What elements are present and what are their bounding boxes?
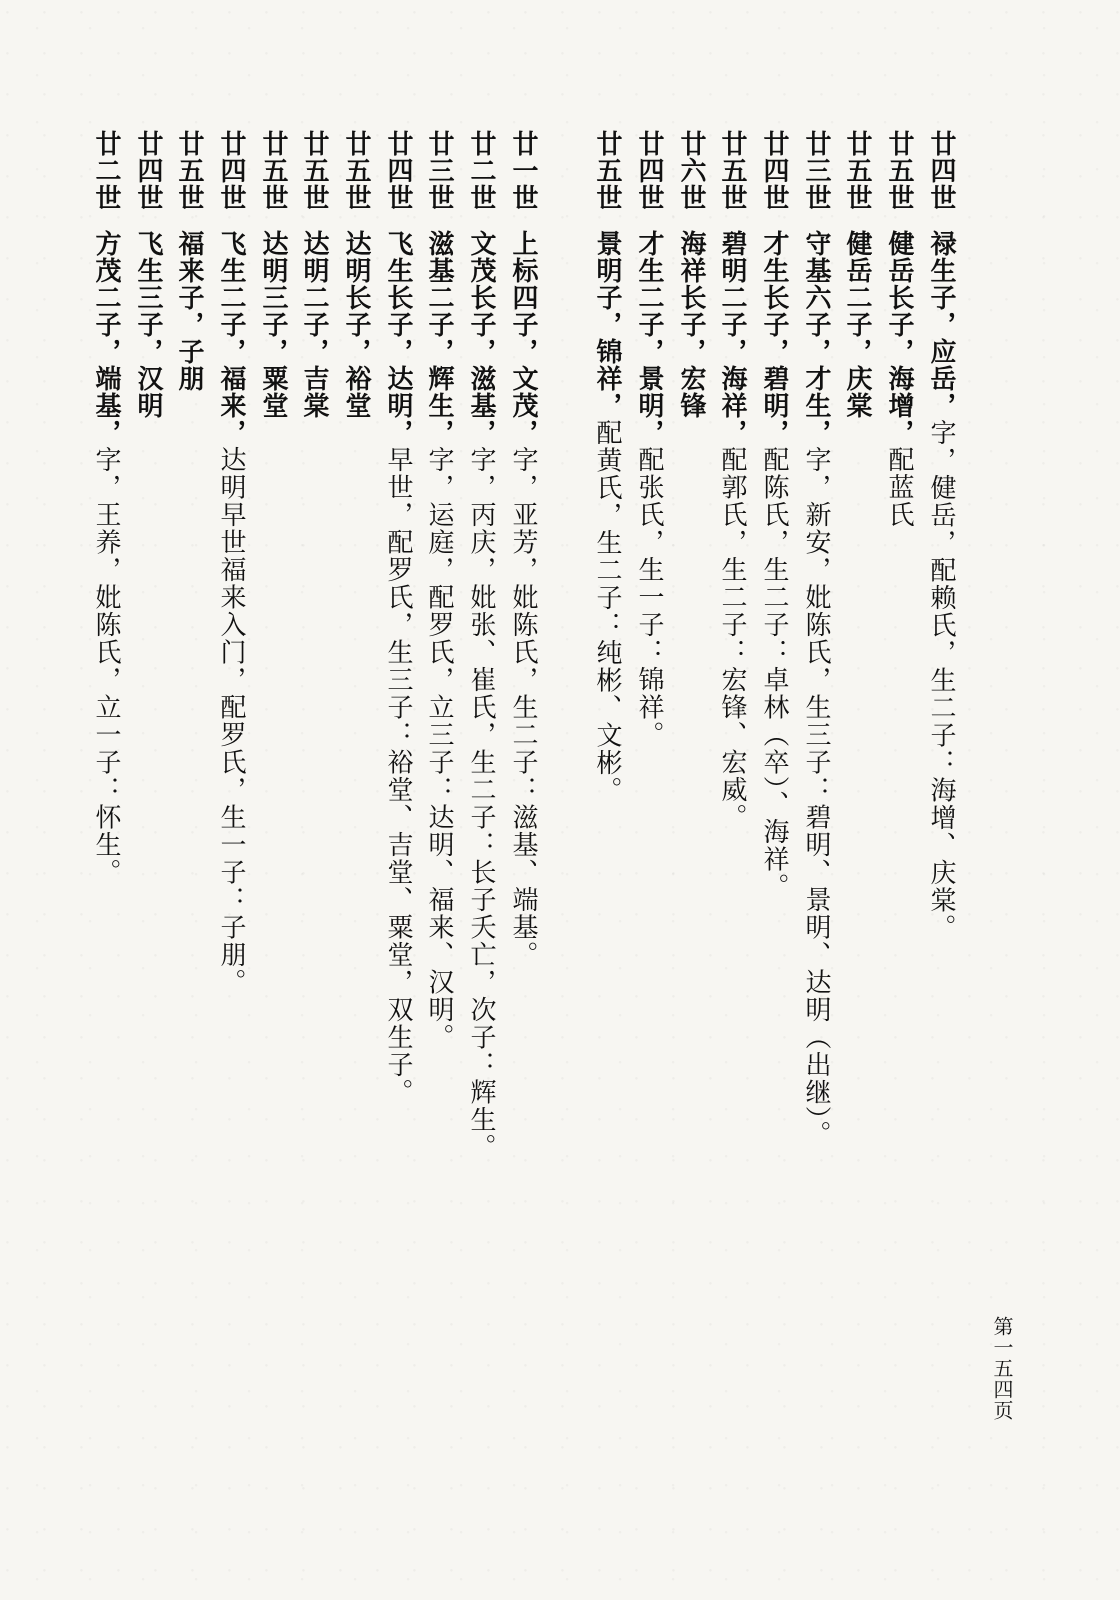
genealogy-entry bbox=[928, 130, 954, 942]
entry-heading: 碧明二子，海祥， bbox=[717, 230, 747, 446]
generation-label: 廿五世 bbox=[842, 130, 872, 211]
generation-label: 廿四世 bbox=[759, 130, 789, 211]
generation-label: 廿二世 bbox=[91, 130, 121, 211]
genealogy-entry bbox=[385, 130, 411, 1106]
generation-label: 廿四世 bbox=[216, 130, 246, 211]
entry-heading: 飞生二子，福来， bbox=[216, 230, 246, 446]
genealogy-entry bbox=[135, 130, 161, 419]
page-number: 第一五四页 bbox=[990, 1316, 1014, 1421]
generation-label: 廿五世 bbox=[592, 130, 622, 211]
generation-label: 廿六世 bbox=[676, 130, 706, 211]
generation-label: 廿五世 bbox=[258, 130, 288, 211]
entry-heading: 守基六子，才生， bbox=[801, 230, 831, 446]
generation-label: 廿三世 bbox=[424, 130, 454, 211]
generation-label: 廿五世 bbox=[174, 130, 204, 211]
entry-text: 早世，配罗氏，生三子：裕堂、吉堂、粟堂，双生子。 bbox=[383, 446, 413, 1106]
genealogy-entry bbox=[761, 130, 787, 901]
entry-text: 配郭氏，生二子：宏锋、宏威。 bbox=[717, 446, 747, 831]
entry-text: 字，运庭，配罗氏，立三子：达明、福来、汉明。 bbox=[424, 446, 454, 1051]
entry-text: 配蓝氏 bbox=[884, 446, 914, 529]
genealogy-entry bbox=[803, 130, 829, 1148]
generation-label: 廿三世 bbox=[801, 130, 831, 211]
entry-text: 字，亚芳，妣陈氏，生二子：滋基、端基。 bbox=[508, 446, 538, 969]
entry-text: 达明早世福来入门，配罗氏，生一子：子朋。 bbox=[216, 446, 246, 996]
generation-label: 廿四世 bbox=[926, 130, 956, 211]
genealogy-entry bbox=[719, 130, 745, 831]
entry-heading: 方茂二子，端基， bbox=[91, 230, 121, 446]
entry-heading: 飞生长子，达明， bbox=[383, 230, 413, 446]
genealogy-entry bbox=[886, 130, 912, 529]
generation-label: 廿五世 bbox=[299, 130, 329, 211]
entry-heading: 景明子，锦祥， bbox=[592, 230, 622, 419]
entry-heading: 禄生子，应岳， bbox=[926, 230, 956, 419]
entry-heading: 才生二子，景明， bbox=[634, 230, 664, 446]
entry-heading: 上标四子，文茂， bbox=[508, 230, 538, 446]
entry-heading: 达明长子，裕堂 bbox=[341, 230, 371, 419]
generation-label: 廿五世 bbox=[884, 130, 914, 211]
genealogy-entry bbox=[260, 130, 286, 419]
genealogy-entry bbox=[218, 130, 244, 996]
entry-text: 字，丙庆，妣张、崔氏，生二子：长子夭亡，次子：辉生。 bbox=[466, 446, 496, 1161]
entry-text: 配陈氏，生二子：卓林（卒）、海祥。 bbox=[759, 446, 789, 901]
genealogy-entry bbox=[93, 130, 119, 886]
generation-label: 廿五世 bbox=[717, 130, 747, 211]
genealogy-entry bbox=[176, 130, 202, 392]
entry-heading: 文茂长子，滋基， bbox=[466, 230, 496, 446]
genealogy-entry bbox=[426, 130, 452, 1051]
entry-heading: 飞生三子，汉明 bbox=[133, 230, 163, 419]
entry-text: 字，王养，妣陈氏，立一子：怀生。 bbox=[91, 446, 121, 886]
entry-heading: 滋基二子，辉生， bbox=[424, 230, 454, 446]
generation-label: 廿一世 bbox=[508, 130, 538, 211]
entry-heading: 健岳长子，海增， bbox=[884, 230, 914, 446]
entry-text: 字，健岳，配赖氏，生二子：海增、庆棠。 bbox=[926, 419, 956, 942]
entry-heading: 才生长子，碧明， bbox=[759, 230, 789, 446]
genealogy-entry bbox=[510, 130, 536, 969]
entry-text: 字，新安，妣陈氏，生三子：碧明、景明、达明（出继）。 bbox=[801, 446, 831, 1148]
entry-heading: 海祥长子，宏锋 bbox=[676, 230, 706, 419]
generation-label: 廿四世 bbox=[133, 130, 163, 211]
genealogy-entry bbox=[844, 130, 870, 419]
entry-text: 配张氏，生一子：锦祥。 bbox=[634, 446, 664, 749]
genealogy-entry bbox=[594, 130, 620, 804]
genealogy-entry bbox=[468, 130, 494, 1161]
generation-label: 廿五世 bbox=[341, 130, 371, 211]
entry-heading: 达明二子，吉棠 bbox=[299, 230, 329, 419]
generation-label: 廿二世 bbox=[466, 130, 496, 211]
entry-heading: 健岳二子，庆棠 bbox=[842, 230, 872, 419]
genealogy-entry bbox=[343, 130, 369, 419]
entry-heading: 达明三子，粟堂 bbox=[258, 230, 288, 419]
entry-heading: 福来子，子朋 bbox=[174, 230, 204, 392]
genealogy-entry bbox=[301, 130, 327, 419]
genealogy-entry bbox=[678, 130, 704, 419]
genealogy-entry bbox=[636, 130, 662, 749]
generation-label: 廿四世 bbox=[634, 130, 664, 211]
generation-label: 廿四世 bbox=[383, 130, 413, 211]
entry-text: 配黄氏，生二子：纯彬、文彬。 bbox=[592, 419, 622, 804]
